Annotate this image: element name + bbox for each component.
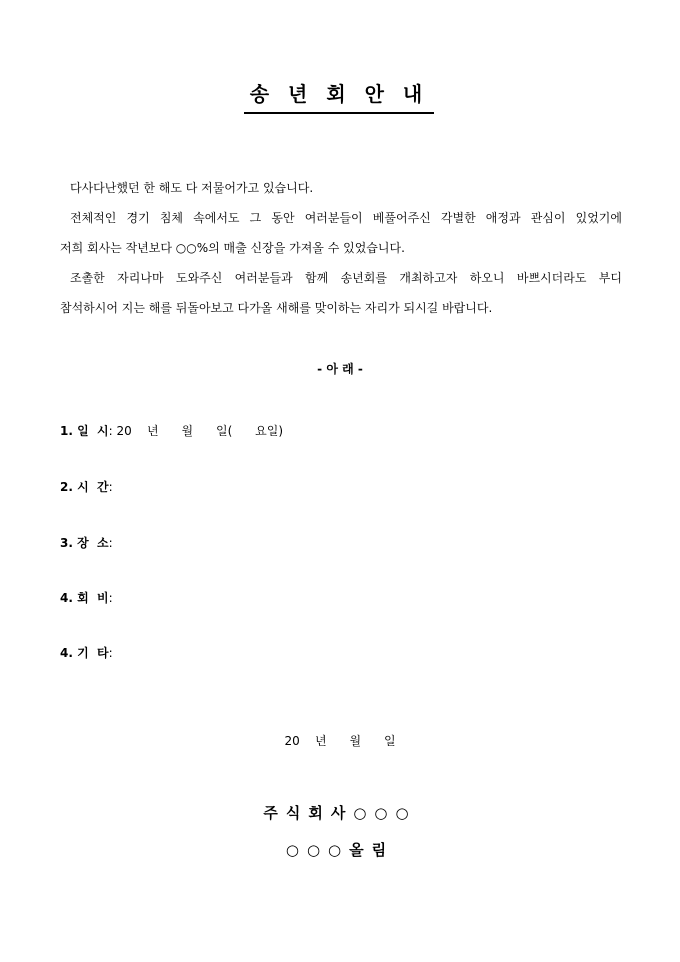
detail-value: : [108, 480, 113, 494]
paragraph-thanks-line-2: 저희 회사는 작년보다 ○○%의 매출 신장을 가져올 수 있었습니다. [60, 241, 405, 255]
company-name: 주식회사○○○ [263, 804, 417, 822]
detail-value: : 20 년 월 일( 요일) [108, 424, 284, 438]
detail-item-time [60, 478, 113, 495]
detail-item-place [60, 534, 113, 551]
detail-item-datetime [60, 422, 283, 439]
detail-label: 4. 기 타 [60, 646, 109, 660]
paragraph-intro: 다사다난했던 한 해도 다 저물어가고 있습니다. [70, 181, 314, 195]
date-line: 20 년 월 일 [284, 734, 396, 748]
detail-label: 1. 일 시 [60, 424, 109, 438]
detail-label: 3. 장 소 [60, 536, 109, 550]
paragraph-thanks-line-1: 전체적인 경기 침체 속에서도 그 동안 여러분들이 베풀어주신 각별한 애정과 관심이 있었기에 [70, 211, 622, 225]
paragraph-invite-line-1: 조촐한 자리나마 도와주신 여러분들과 함께 송년회를 개최하고자 하오니 바쁘시더라도 부디 [70, 271, 622, 285]
paragraph-invite-line-2: 참석하시어 지는 해를 뒤돌아보고 다가올 새해를 맞이하는 자리가 되시길 바랍니다. [60, 301, 493, 315]
document-title: 송 년 회 안 내 [244, 78, 434, 114]
detail-value: : [108, 591, 113, 605]
signer-line: ○○○올림 [285, 841, 395, 859]
detail-label: 2. 시 간 [60, 480, 109, 494]
detail-value: : [108, 646, 113, 660]
detail-item-fee [60, 589, 113, 606]
section-heading: - 아 래 - [317, 362, 363, 376]
detail-item-etc [60, 644, 113, 661]
detail-label: 4. 회 비 [60, 591, 109, 605]
detail-value: : [108, 536, 113, 550]
